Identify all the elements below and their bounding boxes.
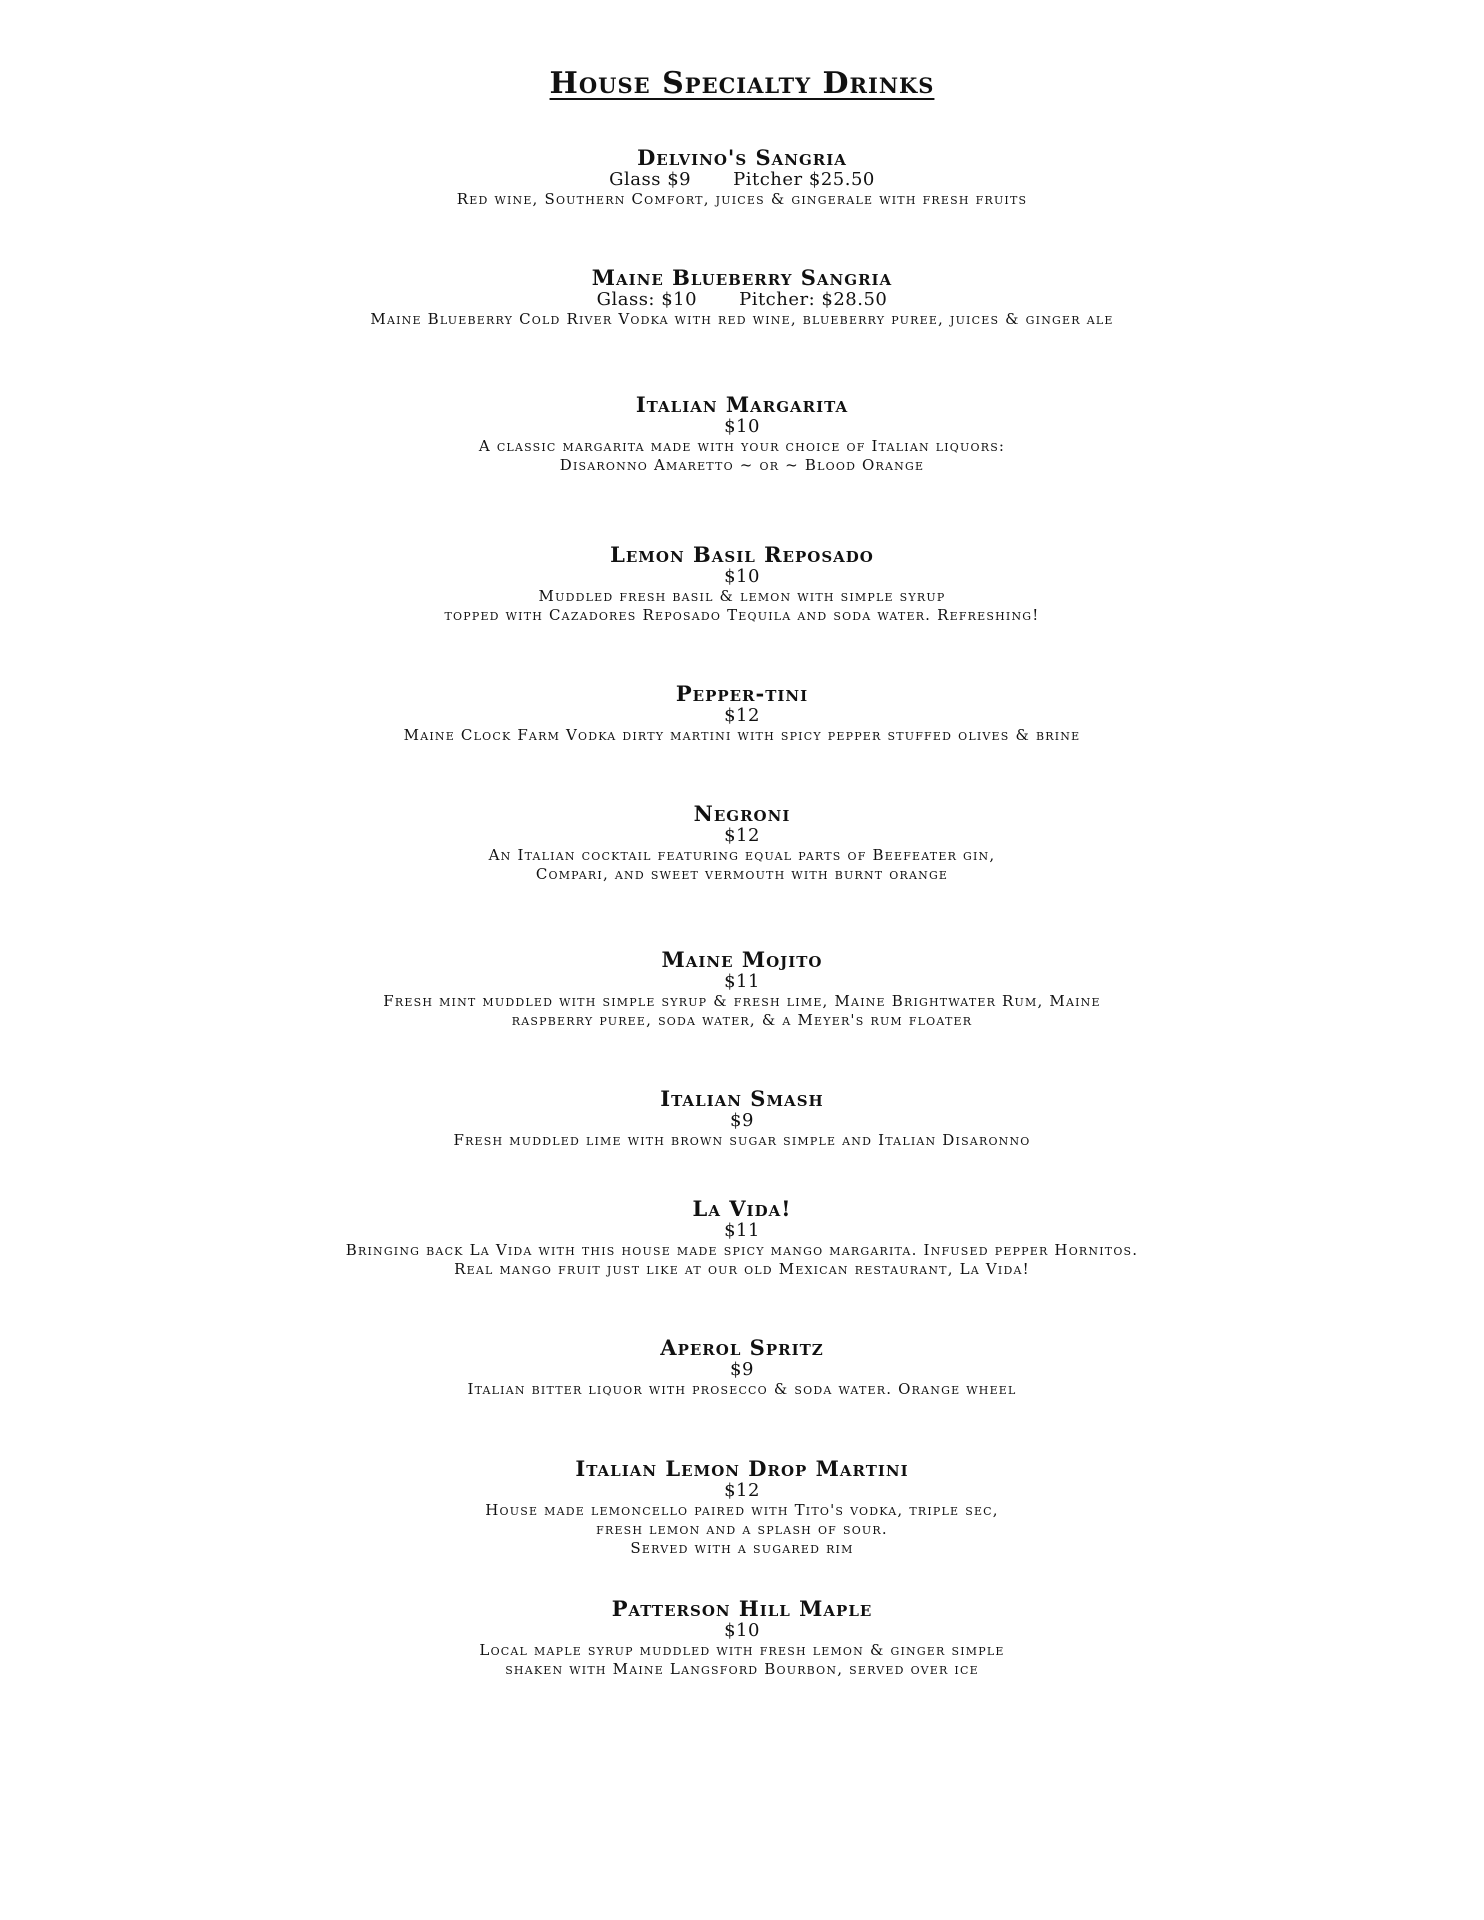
item-price [0, 170, 1484, 190]
item-name: La Vida! [692, 1196, 792, 1221]
menu-item [0, 1197, 1484, 1279]
item-price: $11 [724, 971, 760, 992]
item-description: House made lemoncello paired with Tito's vodka, triple sec, [485, 1501, 999, 1519]
item-description: raspberry puree, soda water, & a Meyer's rum floater [511, 1011, 973, 1029]
item-price: $12 [724, 825, 760, 846]
item-name: Negroni [693, 801, 791, 826]
menu-item [0, 1457, 1484, 1558]
item-name: Delvino's Sangria [637, 145, 847, 170]
item-description: shaken with Maine Langsford Bourbon, served over ice [505, 1660, 979, 1678]
item-description: Real mango fruit just like at our old Mexican restaurant, La Vida! [454, 1260, 1030, 1278]
menu-item [0, 1336, 1484, 1399]
item-name: Maine Blueberry Sangria [591, 265, 893, 290]
glass-price: Glass $9 [609, 169, 692, 190]
menu-title: House Specialty Drinks [549, 66, 935, 101]
item-name: Italian Lemon Drop Martini [575, 1456, 909, 1481]
item-description: Fresh mint muddled with simple syrup & fresh lime, Maine Brightwater Rum, Maine [383, 992, 1101, 1010]
item-price: $9 [730, 1359, 754, 1380]
item-name: Lemon Basil Reposado [610, 542, 874, 567]
item-price: $10 [724, 566, 760, 587]
item-description: Disaronno Amaretto ~ or ~ Blood Orange [559, 456, 925, 474]
item-name: Italian Margarita [635, 392, 849, 417]
menu-item [0, 802, 1484, 884]
menu-item [0, 1087, 1484, 1150]
pitcher-price: Pitcher $25.50 [733, 169, 875, 190]
menu-item [0, 266, 1484, 329]
item-description: Maine Blueberry Cold River Vodka with red wine, blueberry puree, juices & ginger ale [370, 310, 1114, 328]
item-description: Bringing back La Vida with this house made spicy mango margarita. Infused pepper Hornitos. [345, 1241, 1139, 1259]
item-description: fresh lemon and a splash of sour. [596, 1520, 888, 1538]
item-price: $12 [724, 705, 760, 726]
item-description: Maine Clock Farm Vodka dirty martini with spicy pepper stuffed olives & brine [403, 726, 1081, 744]
item-description: Fresh muddled lime with brown sugar simple and Italian Disaronno [453, 1131, 1031, 1149]
menu-item [0, 948, 1484, 1030]
item-description: Served with a sugared rim [630, 1539, 854, 1557]
item-name: Maine Mojito [661, 947, 823, 972]
item-description: An Italian cocktail featuring equal parts of Beefeater gin, [488, 846, 996, 864]
menu-item [0, 543, 1484, 625]
item-description: Local maple syrup muddled with fresh lemon & ginger simple [479, 1641, 1005, 1659]
item-price: $10 [724, 1620, 760, 1641]
item-description: Red wine, Southern Comfort, juices & gingerale with fresh fruits [456, 190, 1028, 208]
item-price: $9 [730, 1110, 754, 1131]
menu-item [0, 1597, 1484, 1679]
item-price: $11 [724, 1220, 760, 1241]
item-price [0, 290, 1484, 310]
item-description: Muddled fresh basil & lemon with simple syrup [538, 587, 946, 605]
item-name: Italian Smash [660, 1086, 824, 1111]
pitcher-price: Pitcher: $28.50 [739, 289, 888, 310]
item-price: $12 [724, 1480, 760, 1501]
item-description: Compari, and sweet vermouth with burnt orange [535, 865, 949, 883]
item-name: Pepper-tini [675, 681, 809, 706]
item-price: $10 [724, 416, 760, 437]
item-description: topped with Cazadores Reposado Tequila and soda water. Refreshing! [444, 606, 1040, 624]
item-description: Italian bitter liquor with prosecco & soda water. Orange wheel [467, 1380, 1017, 1398]
menu-item [0, 682, 1484, 745]
item-name: Aperol Spritz [660, 1335, 824, 1360]
item-description: A classic margarita made with your choice of Italian liquors: [478, 437, 1006, 455]
menu-item [0, 393, 1484, 475]
item-name: Patterson Hill Maple [611, 1596, 873, 1621]
menu-item [0, 146, 1484, 209]
glass-price: Glass: $10 [596, 289, 698, 310]
